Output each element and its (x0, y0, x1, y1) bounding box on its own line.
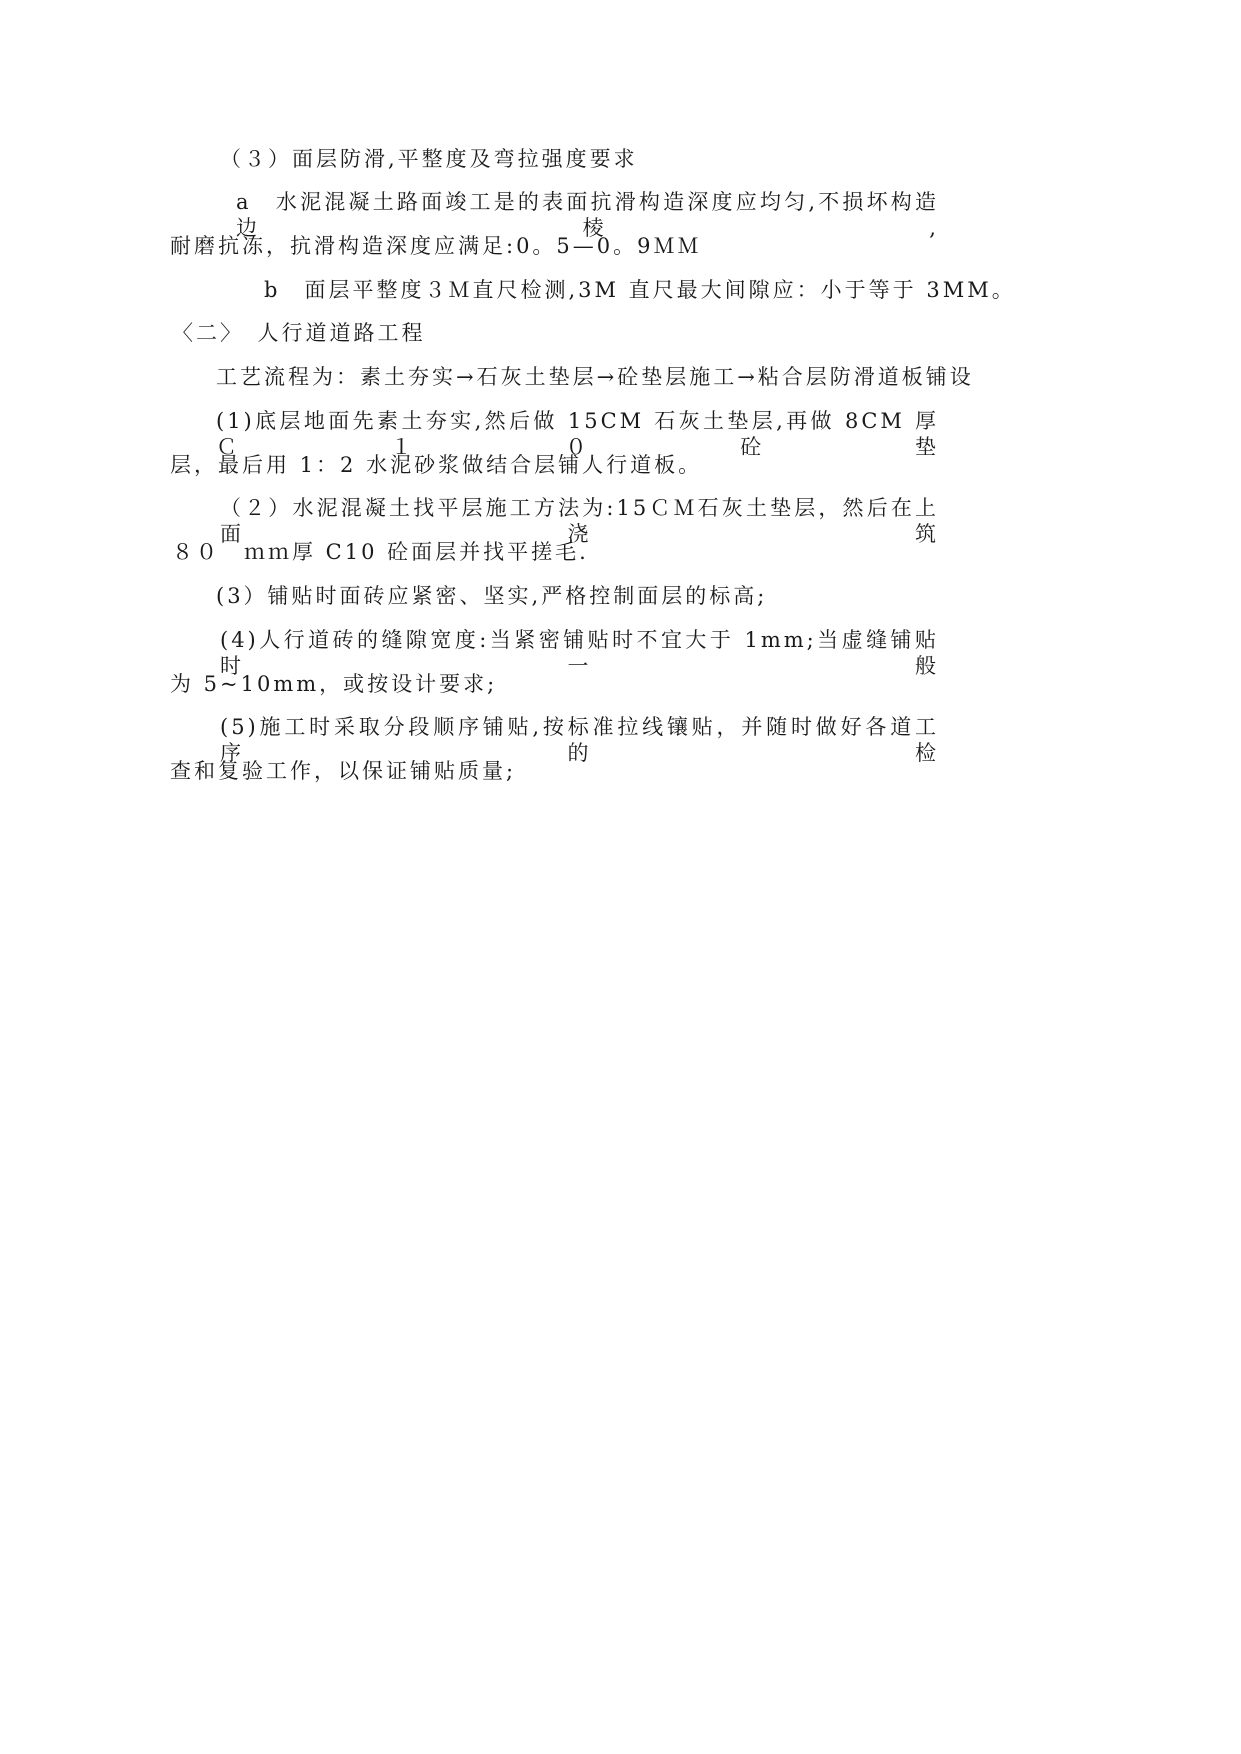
paragraph-line: a 水泥混凝土路面竣工是的表面抗滑构造深度应均匀,不损坏构造边棱, (236, 190, 939, 240)
paragraph-line: (5)施工时采取分段顺序铺贴,按标准拉线镶贴，并随时做好各道工序的检 (220, 715, 939, 765)
paragraph-line: 耐磨抗冻，抗滑构造深度应满足:0。5—0。9ＭＭ (170, 234, 702, 258)
paragraph-line: 查和复验工作，以保证铺贴质量; (170, 759, 517, 783)
paragraph-line: (4)人行道砖的缝隙宽度:当紧密铺贴时不宜大于 1mm;当虚缝铺贴时一般 (220, 628, 939, 678)
paragraph-line: （２）水泥混凝土找平层施工方法为:15ＣＭ石灰土垫层，然后在上面浇筑 (220, 496, 939, 546)
paragraph-line: (3）铺贴时面砖应紧密、坚实,严格控制面层的标高; (216, 584, 768, 608)
paragraph-line: (1)底层地面先素土夯实,然后做 15CM 石灰土垫层,再做 8CM 厚Ｃ１０砼垫 (216, 409, 939, 459)
paragraph-line: b 面层平整度３Ｍ直尺检测,3M 直尺最大间隙应：小于等于 3MM。 (264, 278, 1016, 302)
paragraph-line: 为 5~10mm，或按设计要求; (170, 672, 498, 696)
subsection-heading: （３）面层防滑,平整度及弯拉强度要求 (220, 147, 638, 171)
paragraph-line: 工艺流程为：素土夯实→石灰土垫层→砼垫层施工→粘合层防滑道板铺设 (216, 365, 974, 389)
section-heading: 〈二〉 人行道道路工程 (172, 321, 426, 345)
paragraph-line: ８０ ｍｍ厚 C10 砼面层并找平搓毛. (172, 540, 589, 564)
paragraph-line: 层，最后用 1：2 水泥砂浆做结合层铺人行道板。 (170, 453, 703, 477)
